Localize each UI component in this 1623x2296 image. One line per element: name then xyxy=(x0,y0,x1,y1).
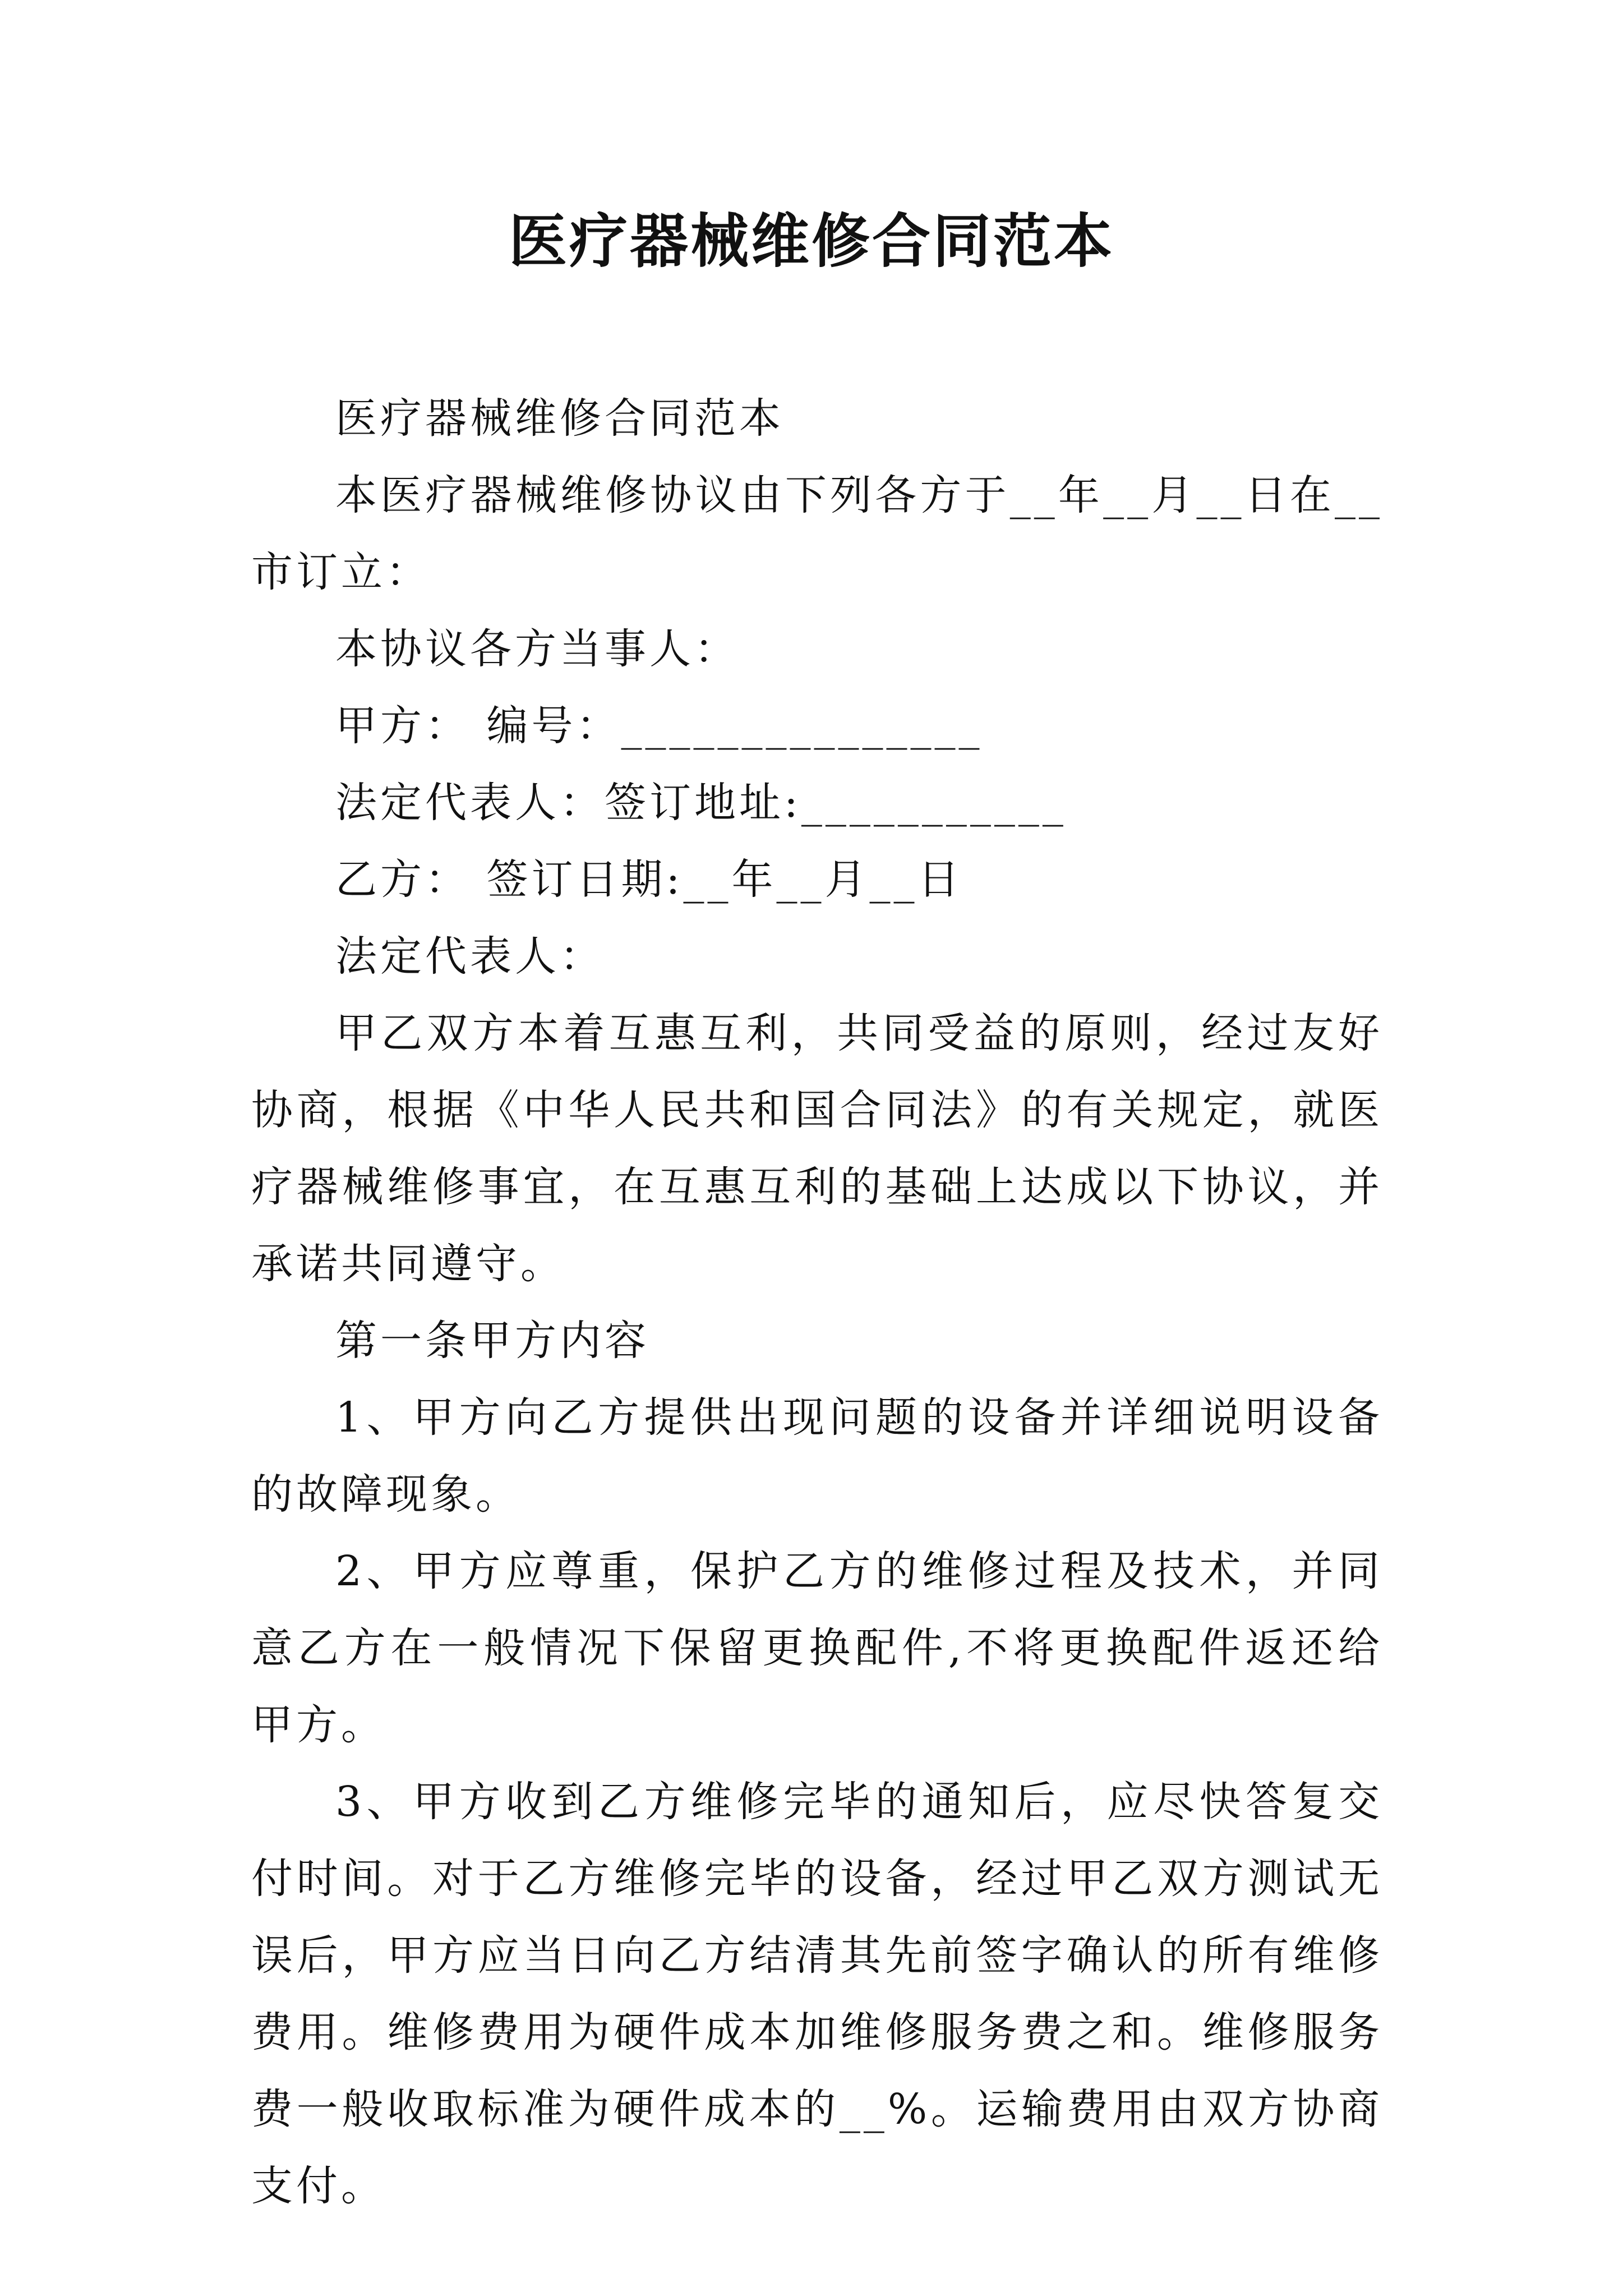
paragraph-clause-1: 1、甲方向乙方提供出现问题的设备并详细说明设备的故障现象。 xyxy=(251,1393,1383,1519)
document-body xyxy=(251,380,1383,2225)
paragraph-heading: 医疗器械维修合同范本 xyxy=(335,394,784,443)
document-title: 医疗器械维修合同范本 xyxy=(508,206,1114,275)
paragraph-parties-label: 本协议各方当事人： xyxy=(335,625,739,673)
paragraph-legal-rep: 法定代表人： xyxy=(335,932,605,981)
paragraph-legal-rep-address: 法定代表人：签订地址:___________ xyxy=(335,779,1067,827)
paragraph-party-a: 甲方： 编号：_______________ xyxy=(335,702,983,750)
paragraph-preamble: 甲乙双方本着互惠互利，共同受益的原则，经过友好协商，根据《中华人民共和国合同法》的有关规定，就医疗器械维修事宜，在互惠互利的基础上达成以下协议，并承诺共同遵守。 xyxy=(251,1009,1383,1288)
paragraph-party-b: 乙方： 签订日期:__年__月__日 xyxy=(335,855,963,904)
paragraph-article-1-heading: 第一条甲方内容 xyxy=(335,1317,649,1365)
paragraph-agreement-intro: 本医疗器械维修协议由下列各方于__年__月__日在__市订立： xyxy=(251,471,1383,596)
paragraph-clause-2: 2、甲方应尊重，保护乙方的维修过程及技术，并同意乙方在一般情况下保留更换配件,不将更换配件返还给甲方。 xyxy=(251,1547,1383,1749)
paragraph-clause-3: 3、甲方收到乙方维修完毕的通知后，应尽快答复交付时间。对于乙方维修完毕的设备，经过甲乙双方测试无误后，甲方应当日向乙方结清其先前签字确认的所有维修费用。维修费用为硬件成本加维修服务费之和。维修服务费一般收取标准为硬件成本的__%。运输费用由双方协商支付。 xyxy=(251,1778,1383,2210)
